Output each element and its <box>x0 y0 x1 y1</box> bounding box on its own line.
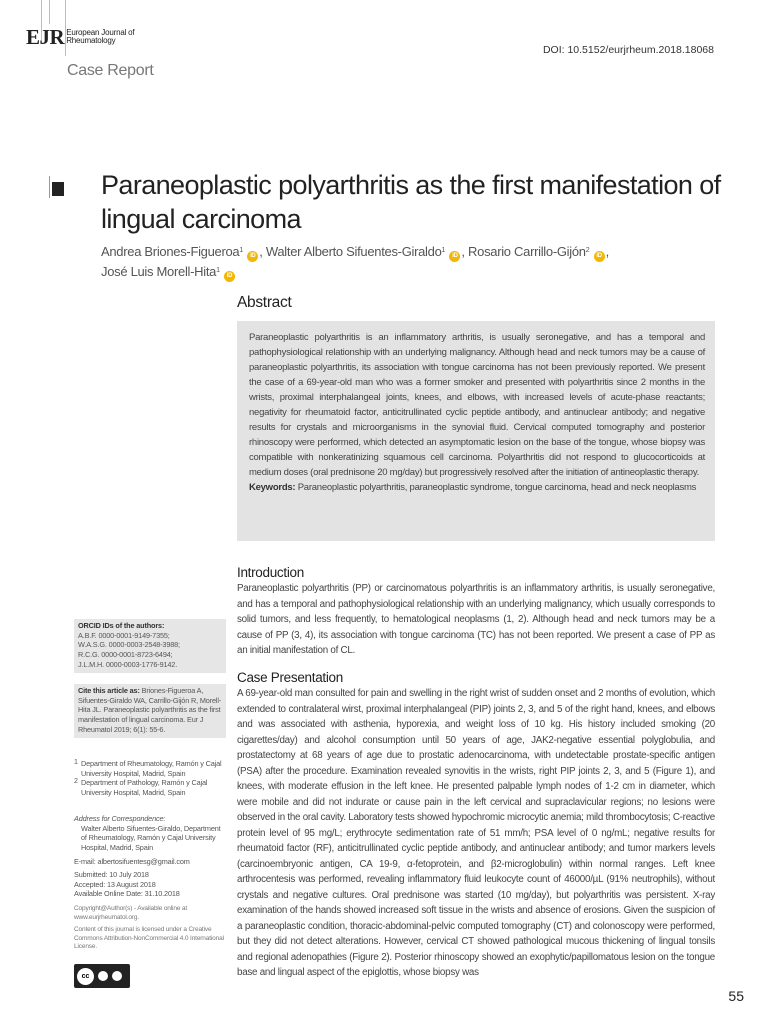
correspondence <box>74 814 226 853</box>
logo-journal-name <box>66 29 134 45</box>
cite-box <box>74 684 226 738</box>
author: Rosario Carrillo-Gijón$^2$ <box>468 244 590 259</box>
license-text: Content of this journal is licensed under a Creative Commons Attribution-NonCommercial 4.0 International License. <box>74 926 224 950</box>
abstract-heading: Abstract <box>237 294 292 311</box>
orcid-icon[interactable]: iD <box>449 251 460 262</box>
address-text: Walter Alberto Sifuentes-Giraldo, Department of Rheumatology, Ramón y Cajal University Hospital, Madrid, Spain <box>81 823 221 853</box>
orcid-icon[interactable]: iD <box>247 251 258 262</box>
affiliations <box>74 759 226 798</box>
author: Walter Alberto Sifuentes-Giraldo$^1$ <box>265 244 446 259</box>
title-marker-line <box>49 176 50 198</box>
by-icon <box>98 971 108 981</box>
address-label: Address for Correspondence: <box>74 814 166 823</box>
online-date: Available Online Date: 31.10.2018 <box>74 889 180 899</box>
cite-label: Cite this article as: <box>78 686 140 695</box>
case-presentation-heading: Case Presentation <box>237 670 343 685</box>
orcid-line: A.B.F. 0000-0001-9149-7355; <box>78 630 170 640</box>
creative-commons-badge[interactable] <box>74 964 130 988</box>
email[interactable]: E-mail: albertosifuentesg@gmail.com <box>74 857 190 866</box>
affiliation: 1 Department of Rheumatology, Ramón y Cajal University Hospital, Madrid, Spain <box>74 759 222 778</box>
orcid-label: ORCID IDs of the authors: <box>78 621 165 630</box>
article-dates <box>74 870 226 899</box>
journal-logo <box>26 27 134 47</box>
nc-icon <box>112 971 122 981</box>
abstract-body: Paraneoplastic polyarthritis is an inflammatory arthritis, is usually seronegative, and has a temporal and pathophysiological relationship with an underlying malignancy. Although head and neck tumors may be a cause of paraneoplastic polyarthritis, its association with tongue carcinoma has not been previously reported. We present the case of a 69-year-old man who was a former smoker and presented with polyarthritis since 2 months in the wrists, proximal interphalangeal joints, knees, and elbows, with increased levels of acute-phase reactants; negativity for rheumatoid factor, anticitrullinated cyclic peptide antibody, and antinuclear antibody; and negative results for crystals and microorganisms in the synovial fluid. Cervical computed tomography and posterior rhinoscopy were performed, which detected an asymptomatic lesion on the base of the tongue, whose biopsy was compatible with nonkeratinizing squamous cell carcinoma. Polyarthritis did not respond to glucocorticoids at medium doses (oral prednisone 20 mg/day) but progressively resolved after the initiation of antineoplastic therapy. <box>249 332 705 478</box>
orcid-line: J.L.M.H. 0000-0003-1776-9142. <box>78 659 178 669</box>
keywords-label: Keywords: <box>249 482 296 493</box>
copyright: Copyright@Author(s) - Available online at www.eurjrheumatol.org. <box>74 905 188 921</box>
submitted-date: Submitted: 10 July 2018 <box>74 870 149 879</box>
logo-line-2: Rheumatology <box>66 36 116 45</box>
orcid-box <box>74 619 226 673</box>
header-rule-mid <box>49 0 50 24</box>
affiliation: 2 Department of Pathology, Ramón y Cajal University Hospital, Madrid, Spain <box>74 778 208 798</box>
page-number: 55 <box>728 988 744 1004</box>
abstract-text <box>249 330 705 495</box>
logo-line-1: European Journal of <box>66 28 135 37</box>
orcid-line: R.C.G. 0000-0001-8723-6494; <box>78 650 173 660</box>
introduction-text: Paraneoplastic polyarthritis (PP) or carcinomatous polyarthritis is an inflammatory arthritis, is usually seronegative, and has a temporal and pathophysiological relationship with an underlying malignancy, which usually corresponds to solid tumors, and less frequently, to hematological neoplasms (1, 2). Although head and neck tumors may be a cause of PP (3, 4), its association with tongue carcinoma (TC) has not been reported. We present a case of PP as an initial manifestation of CL. <box>237 583 715 656</box>
doi[interactable]: DOI: 10.5152/eurjrheum.2018.18068 <box>542 44 714 56</box>
article-title: Paraneoplastic polyarthritis as the first manifestation of lingual carcinoma <box>101 170 721 234</box>
keywords: Paraneoplastic polyarthritis, paraneoplastic syndrome, tongue carcinoma, head and neck neoplasms <box>297 482 697 493</box>
section-type: Case Report <box>67 62 154 79</box>
logo-letters: EJR <box>26 25 65 49</box>
author-list: Andrea Briones-Figueroa$^1$ iD , Walter Alberto Sifuentes-Giraldo$^1$ iD , Rosario Carrillo-Gijón$^2$ iD , José Luis Morell-Hita$^1$ iD <box>101 242 721 282</box>
orcid-line: W.A.S.G. 0000-0003-2548-3988; <box>78 640 180 650</box>
title-marker <box>52 182 64 196</box>
accepted-date: Accepted: 13 August 2018 <box>74 879 156 889</box>
cite-text: Briones-Figueroa A, Sifuentes-Giraldo WA, Carrillo-Gijón R, Morell-Hita JL. Paraneoplastic polyarthritis as the first manifestation of lingual carcinoma. Eur J Rheumatol 2019; 6(1): 55-6. <box>78 686 222 734</box>
introduction-heading: Introduction <box>237 565 304 580</box>
cc-icon: cc <box>77 968 94 985</box>
orcid-icon[interactable]: iD <box>594 251 605 262</box>
author: Andrea Briones-Figueroa$^1$ <box>101 244 243 259</box>
author: José Luis Morell-Hita$^1$ <box>101 264 220 279</box>
orcid-icon[interactable]: iD <box>224 271 235 282</box>
case-presentation-text: A 69-year-old man consulted for pain and swelling in the right wrist of sudden onset and 2 months of evolution, which extended to contralateral wirst, proximal interphalangeal (PIP) joints 2, 3, and 5 of the right hand, knees, and elbows and was associated with asthenia, hyporexia, and weight loss of 10 kg. His history included smoking (20 cigarettes/day) and alcohol consumption until 50 years of age, JAK2-negative essential polyglobulia, and prostatectomy at 68 years of age due to prostatic adenocarcinoma, with undetectable prostate-specific antigen (PSA) after the procedure. Examination revealed synovitis in the wrists, right PIP joints 2, 3, and 5 (Figure 1), and knees, with moderate effusion in the left knee. He presented palpable lymph nodes of 1-2 cm in diameter, which were mobile and did not indurate or cause pain in the left cervical and supraclavicular regions; no lesions were observed in the oral cavity. Laboratory tests showed hypochromic microcytic anemia; mild thrombocytosis; C-reactive protein level of 95 mg/L; erythrocyte sedimentation rate of 51 mm/h; PSA level of 0 ng/mL; negative results for rheumatoid factor (RF), anticitrullinated cyclic peptide antibody, and antinuclear antibody; and tumor markers levels (carcinoembryonic antigen, CA 19-9, α-fetoprotein, and β2-microglobulin) within normal ranges. Left knee arthrocentesis was performed, revealing inflammatory fluid leukocyte count of 46000/µL (91% neutrophils), without crystals and negative cultures. Oral prednisone was started (10 mg/day), but polyarthritis was persistent. X-ray examination of the hands showed increased soft tissue in the wrists and absence of erosions. Given the suspicion of a paraneoplastic condition, thoracic-abdominal-pelvic computed tomography (CT) and colonoscopy were performed, but they did not detect alterations. However, cervical CT showed pathological mucous thickening of lingual tonsils and regional adenopathies (Figure 2). Posterior rhinoscopy showed an exophytic/papillomatous lesion on the tongue base and lingual aspect of the epiglottis, whose biopsy was <box>237 688 715 978</box>
